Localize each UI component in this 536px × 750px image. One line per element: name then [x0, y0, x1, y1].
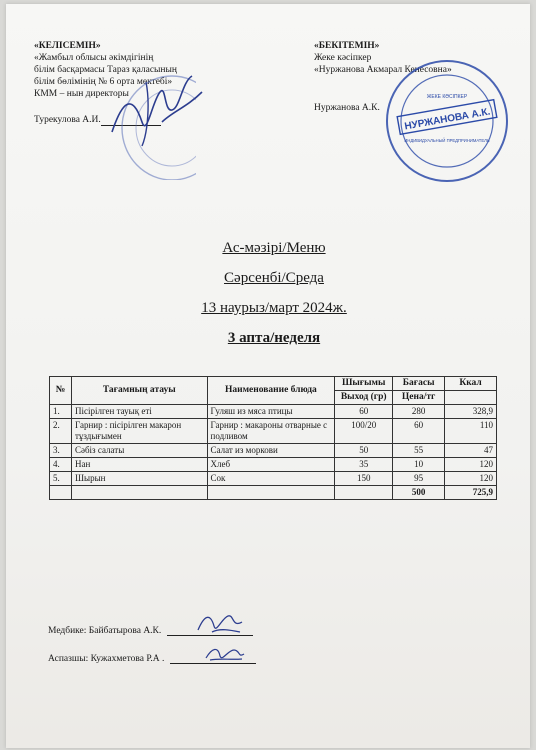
- cell-num: 5.: [50, 472, 72, 486]
- cell-output: 35: [335, 458, 393, 472]
- approval-left-title: «КЕЛІСЕМІН»: [34, 41, 101, 51]
- cell-output: 60: [335, 405, 393, 419]
- approval-right-line: Жеке кәсіпкер: [314, 53, 372, 63]
- header-output-sub: Выход (гр): [335, 391, 393, 405]
- cell-name-kz: Пісірілген тауық еті: [71, 405, 207, 419]
- cell-price: 55: [393, 444, 445, 458]
- cell-kcal: 110: [445, 419, 497, 444]
- approval-right-title: «БЕКІТЕМІН»: [314, 41, 380, 51]
- header-name-ru: Наименование блюда: [207, 377, 335, 405]
- menu-title: Ас-мәзірі/Меню: [222, 240, 326, 256]
- cook-name: Аспазшы: Кужахметова Р.А .: [48, 654, 165, 664]
- header-name-kz: Тағамның атауы: [71, 377, 207, 405]
- cell-num: 4.: [50, 458, 72, 472]
- approval-right-signer: Нуржанова А.К.: [314, 103, 380, 113]
- approval-left-line: «Жамбыл облысы әкімдігінің: [34, 53, 154, 63]
- entrepreneur-stamp: [384, 58, 510, 184]
- cell-kcal: 47: [445, 444, 497, 458]
- table-row: [50, 405, 497, 419]
- cell-kcal: 328,9: [445, 405, 497, 419]
- cell-name-kz: Нан: [71, 458, 207, 472]
- cell-price: 10: [393, 458, 445, 472]
- menu-table: [49, 376, 497, 500]
- cell-name-kz: Шырын: [71, 472, 207, 486]
- menu-day: Сәрсенбі/Среда: [224, 270, 324, 286]
- cell-num: 1.: [50, 405, 72, 419]
- cell-price: 60: [393, 419, 445, 444]
- cell-output: 50: [335, 444, 393, 458]
- header-num: №: [50, 377, 72, 405]
- table-row: [50, 472, 497, 486]
- menu-week: 3 апта/неделя: [227, 330, 321, 346]
- header-price-sub: Цена/тг: [393, 391, 445, 405]
- header-kcal-sub: [445, 391, 497, 405]
- approval-left-line: білім басқармасы Тараз қаласының: [34, 65, 177, 75]
- cell-name-kz: Гарнир : пісірілген макарон тұздығымен: [71, 419, 207, 444]
- cell-price: 95: [393, 472, 445, 486]
- cell-kcal: 120: [445, 458, 497, 472]
- cell-name-ru: Хлеб: [207, 458, 335, 472]
- cell-output: 150: [335, 472, 393, 486]
- menu-date: 13 наурыз/март 2024ж.: [201, 300, 347, 316]
- approval-left-line: КММ – нын директоры: [34, 89, 129, 99]
- total-price: 500: [393, 486, 445, 500]
- table-header-row: [50, 377, 497, 391]
- director-signature: [102, 62, 212, 152]
- approval-left-signer: Турекулова А.И.: [34, 115, 101, 125]
- cook-signature: [202, 642, 246, 664]
- header-output: Шығымы: [335, 377, 393, 391]
- stamp-text-top: ЖЕКЕ КӘСІПКЕР: [426, 94, 468, 100]
- cell-num: 2.: [50, 419, 72, 444]
- table-row: [50, 458, 497, 472]
- nurse-signature: [192, 608, 248, 638]
- cell-output: 100/20: [335, 419, 393, 444]
- cell-name-ru: Салат из моркови: [207, 444, 335, 458]
- stamp-name: НУРЖАНОВА А.К.: [403, 106, 492, 133]
- table-row: [50, 419, 497, 444]
- table-row: [50, 444, 497, 458]
- cell-name-ru: Гарнир : макароны отварные с подливом: [207, 419, 335, 444]
- table-total-row: [50, 486, 497, 500]
- nurse-name: Медбике: Байбатырова А.К.: [48, 626, 162, 636]
- cell-price: 280: [393, 405, 445, 419]
- cell-num: 3.: [50, 444, 72, 458]
- document-page: [6, 4, 530, 748]
- header-price: Бағасы: [393, 377, 445, 391]
- approval-left-line: білім бөлімінің № 6 орта мектебі»: [34, 77, 173, 87]
- stamp-text-mid: ИНДИВИДУАЛЬНЫЙ ПРЕДПРИНИМАТЕЛЬ: [404, 138, 490, 143]
- cell-name-kz: Сәбіз салаты: [71, 444, 207, 458]
- approval-right-line: «Нуржанова Акмарал Кенесовна»: [314, 65, 452, 75]
- cell-name-ru: Гуляш из мяса птицы: [207, 405, 335, 419]
- cell-kcal: 120: [445, 472, 497, 486]
- cell-name-ru: Сок: [207, 472, 335, 486]
- total-kcal: 725,9: [445, 486, 497, 500]
- header-kcal: Ккал: [445, 377, 497, 391]
